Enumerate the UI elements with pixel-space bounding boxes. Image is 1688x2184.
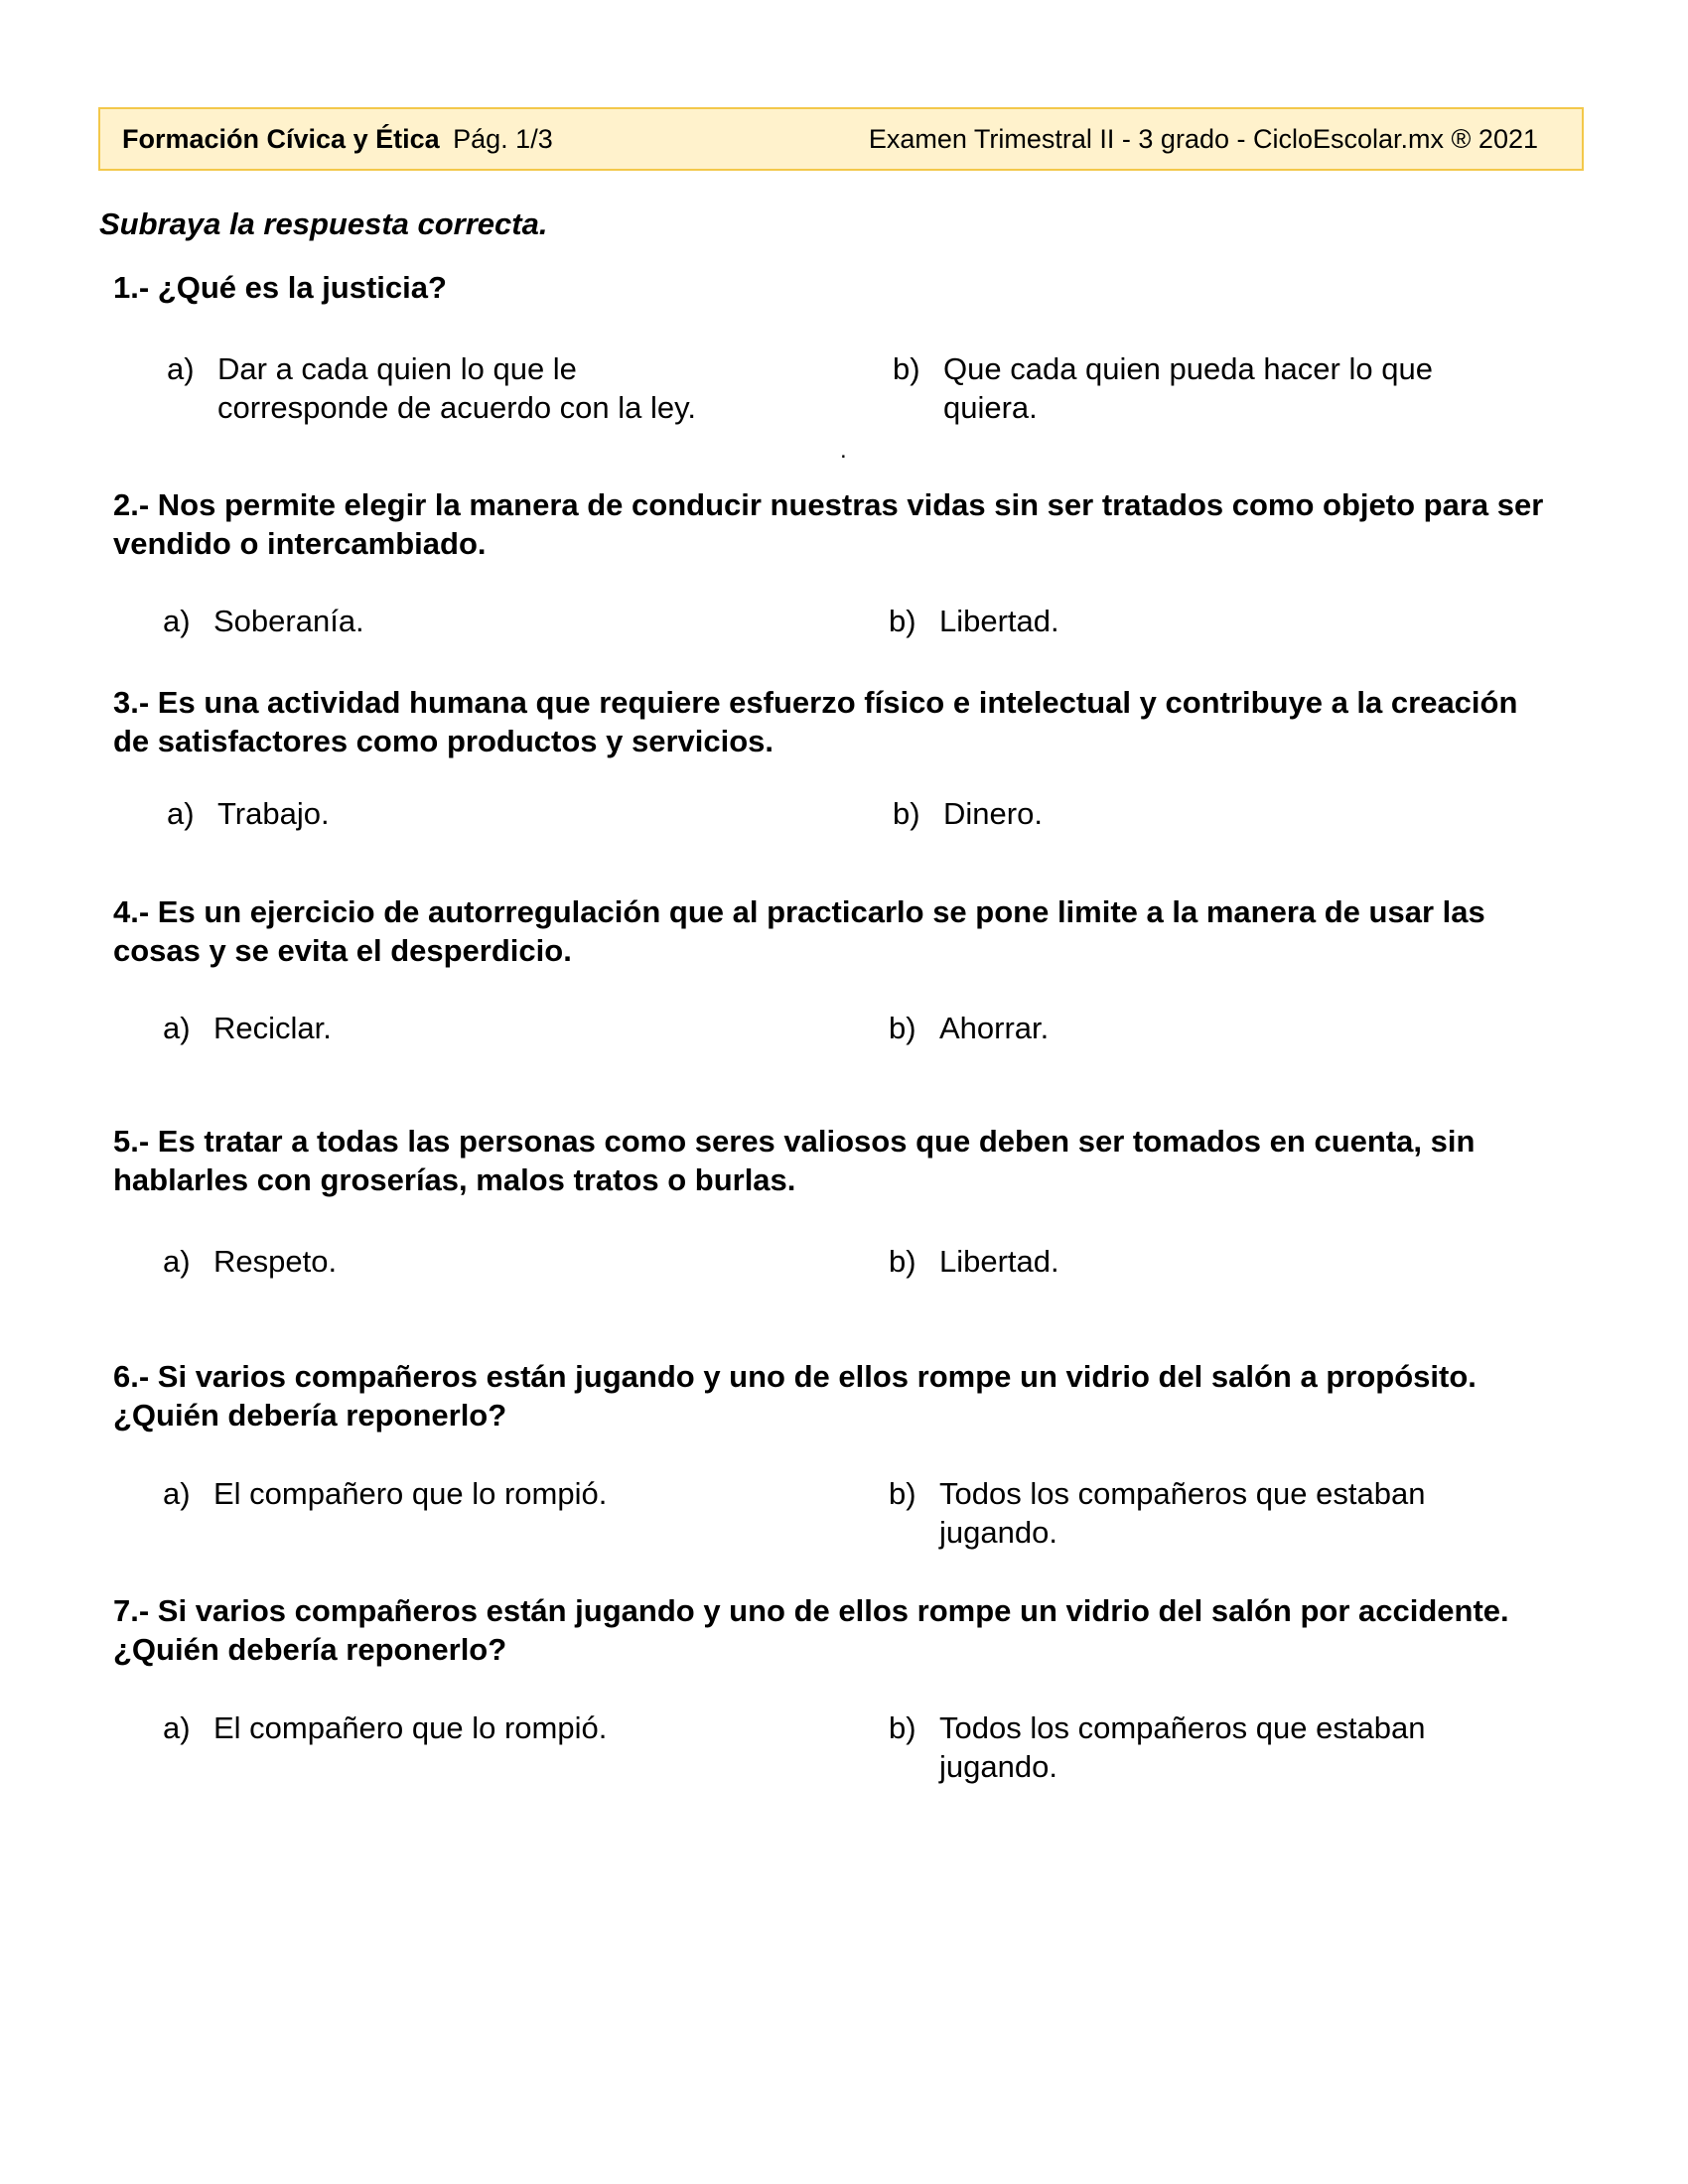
stray-mark: . <box>840 437 847 464</box>
option-text: Respeto. <box>213 1244 338 1279</box>
option-letter: b) <box>893 351 920 386</box>
question-4-option-a[interactable] <box>163 1009 719 1047</box>
instruction: Subraya la respuesta correcta. <box>99 206 548 241</box>
question-1: 1.- ¿Qué es la justicia? <box>113 270 447 305</box>
option-text: Trabajo. <box>217 796 330 831</box>
option-text: Dar a cada quien lo que le corresponde de acuerdo con la ley. <box>217 351 696 425</box>
option-letter: a) <box>163 1244 191 1279</box>
option-text: Todos los compañeros que estaban jugando. <box>939 1710 1426 1784</box>
question-2-option-a[interactable] <box>163 602 719 640</box>
option-text: Libertad. <box>939 604 1059 638</box>
question-7-option-a[interactable] <box>163 1708 719 1747</box>
question-1-option-a[interactable] <box>167 349 753 427</box>
option-letter: a) <box>167 796 195 831</box>
subject-title: Formación Cívica y Ética <box>122 124 440 154</box>
option-text: Que cada quien pueda hacer lo que quiera. <box>943 351 1433 425</box>
option-letter: b) <box>893 796 920 831</box>
option-letter: b) <box>889 604 916 638</box>
option-letter: a) <box>163 1476 191 1511</box>
question-1-option-b[interactable] <box>893 349 1508 427</box>
option-letter: a) <box>163 1710 191 1745</box>
question-7-option-b[interactable] <box>889 1708 1484 1786</box>
option-text: El compañero que lo rompió. <box>213 1710 608 1745</box>
question-3: 3.- Es una actividad humana que requiere esfuerzo físico e intelectual y contribuye a la creación de satisfactores como productos y servicios. <box>113 685 1518 758</box>
question-6: 6.- Si varios compañeros están jugando y uno de ellos rompe un vidrio del salón a propósito. ¿Quién debería reponerlo? <box>113 1359 1477 1433</box>
page-header <box>98 107 1584 171</box>
question-3-option-a[interactable] <box>167 794 723 833</box>
option-text: Soberanía. <box>213 604 364 638</box>
question-6-option-a[interactable] <box>163 1474 719 1513</box>
header-left <box>122 124 553 155</box>
question-2: 2.- Nos permite elegir la manera de conducir nuestras vidas sin ser tratados como objeto para ser vendido o intercambiado. <box>113 487 1544 561</box>
exam-info: Examen Trimestral II - 3 grado - CicloEscolar.mx ® 2021 <box>868 124 1538 154</box>
option-letter: a) <box>163 604 191 638</box>
option-letter: a) <box>163 1011 191 1045</box>
option-letter: b) <box>889 1476 916 1511</box>
option-letter: b) <box>889 1011 916 1045</box>
question-6-option-b[interactable] <box>889 1474 1484 1552</box>
question-7: 7.- Si varios compañeros están jugando y uno de ellos rompe un vidrio del salón por accidente. ¿Quién debería reponerlo? <box>113 1593 1509 1667</box>
page-number: Pág. 1/3 <box>453 124 553 154</box>
question-5: 5.- Es tratar a todas las personas como seres valiosos que deben ser tomados en cuenta, sin hablarles con groserías, malos tratos o burlas. <box>113 1124 1476 1197</box>
question-3-option-b[interactable] <box>893 794 1449 833</box>
question-2-option-b[interactable] <box>889 602 1445 640</box>
question-4: 4.- Es un ejercicio de autorregulación que al practicarlo se pone limite a la manera de usar las cosas y se evita el desperdicio. <box>113 894 1485 968</box>
option-text: Ahorrar. <box>939 1011 1050 1045</box>
option-text: Dinero. <box>943 796 1043 831</box>
option-letter: b) <box>889 1244 916 1279</box>
question-5-option-b[interactable] <box>889 1242 1445 1281</box>
question-5-option-a[interactable] <box>163 1242 719 1281</box>
question-4-option-b[interactable] <box>889 1009 1445 1047</box>
option-letter: b) <box>889 1710 916 1745</box>
option-text: El compañero que lo rompió. <box>213 1476 608 1511</box>
option-text: Libertad. <box>939 1244 1059 1279</box>
option-text: Reciclar. <box>213 1011 332 1045</box>
option-letter: a) <box>167 351 195 386</box>
option-text: Todos los compañeros que estaban jugando. <box>939 1476 1426 1550</box>
